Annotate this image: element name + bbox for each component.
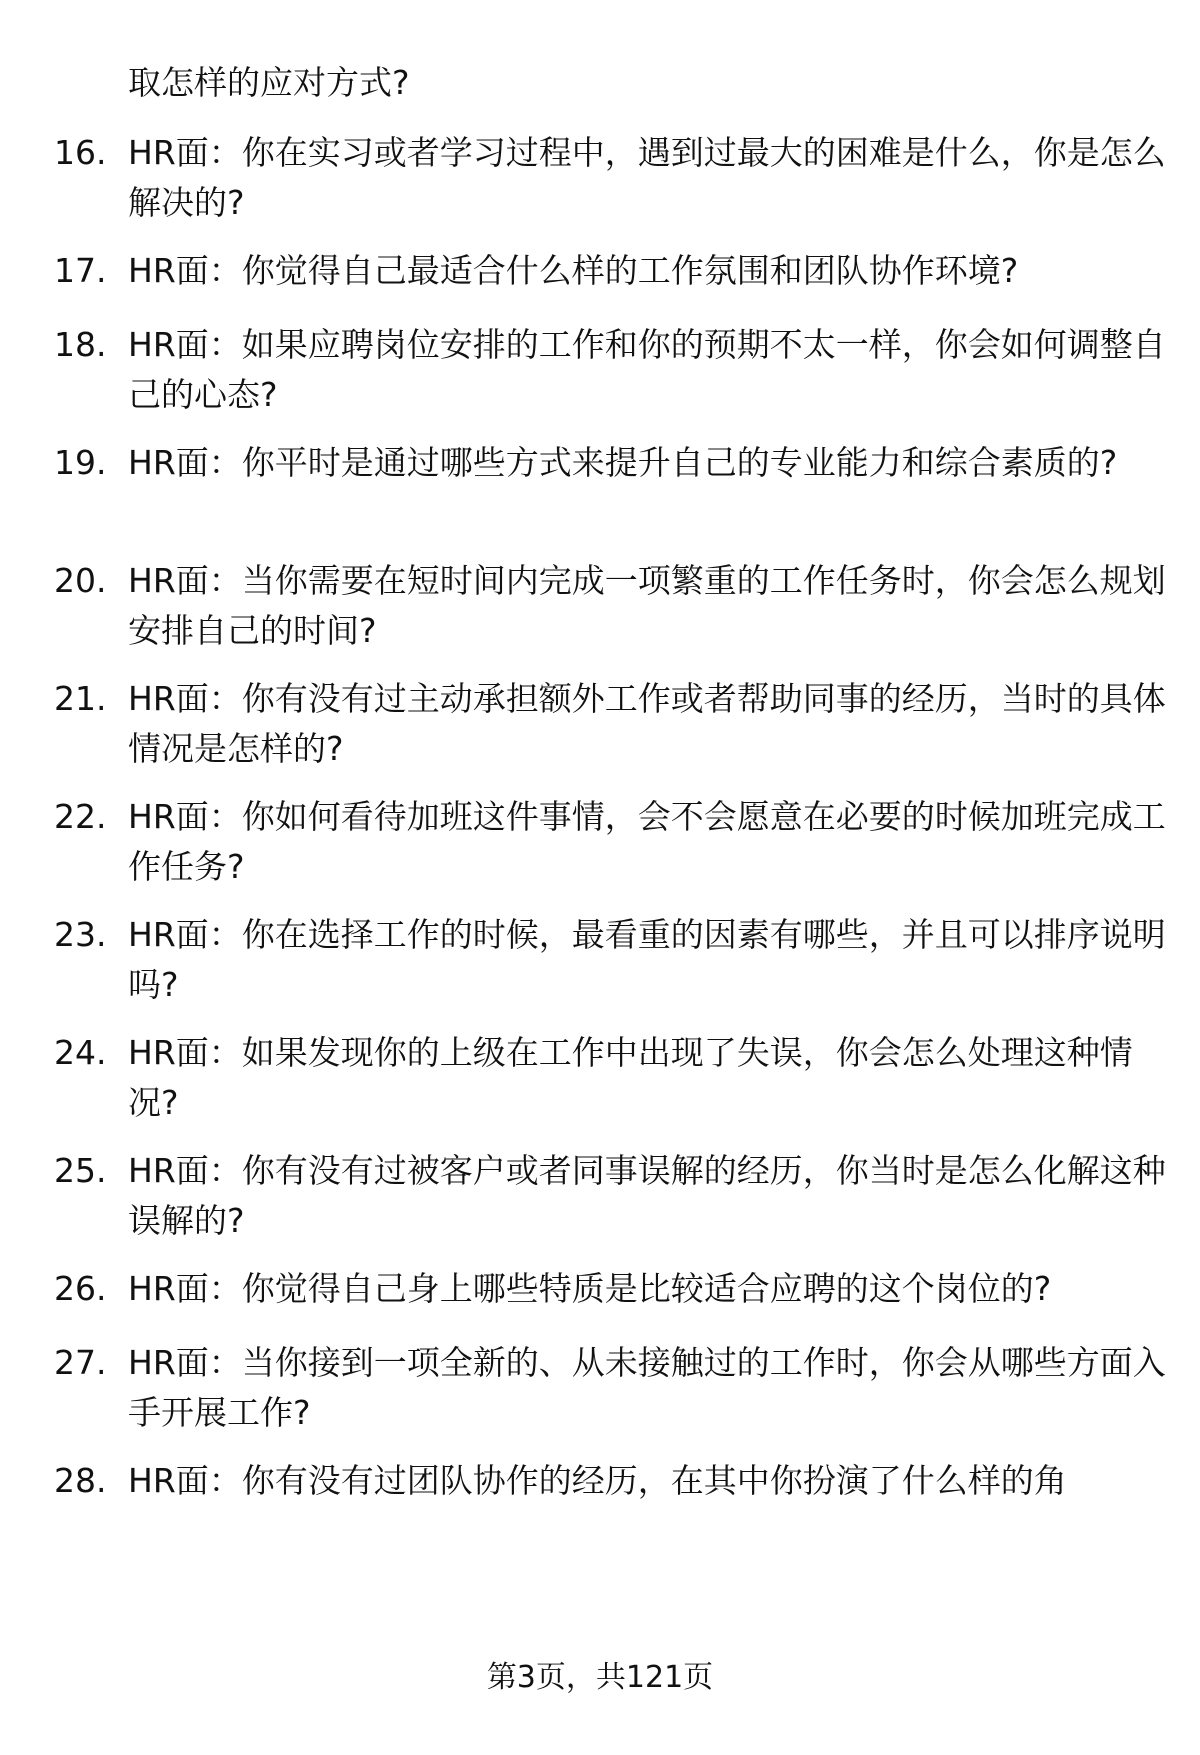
question-text: HR面：你有没有过主动承担额外工作或者帮助同事的经历，当时的具体情况是怎样的? (128, 679, 1166, 768)
question-text: HR面：当你接到一项全新的、从未接触过的工作时，你会从哪些方面入手开展工作? (128, 1343, 1166, 1432)
question-number: 18. (54, 325, 107, 364)
question-text: HR面：你有没有过被客户或者同事误解的经历，你当时是怎么化解这种误解的? (128, 1151, 1166, 1240)
question-text: HR面：你在选择工作的时候，最看重的因素有哪些，并且可以排序说明吗? (128, 915, 1166, 1004)
question-number: 16. (54, 133, 107, 172)
question-number: 21. (54, 679, 107, 718)
question-number: 26. (54, 1269, 107, 1308)
question-text: HR面：当你需要在短时间内完成一项繁重的工作任务时，你会怎么规划安排自己的时间? (128, 561, 1166, 650)
question-text: HR面：你觉得自己身上哪些特质是比较适合应聘的这个岗位的? (128, 1269, 1052, 1308)
question-number: 20. (54, 561, 107, 600)
question-text: HR面：你有没有过团队协作的经历，在其中你扮演了什么样的角 (128, 1461, 1067, 1500)
question-number: 22. (54, 797, 107, 836)
question-text: HR面：你平时是通过哪些方式来提升自己的专业能力和综合素质的? (128, 443, 1118, 482)
question-number: 23. (54, 915, 107, 954)
continued-question-text: 取怎样的应对方式? (128, 63, 410, 102)
question-text: HR面：你如何看待加班这件事情，会不会愿意在必要的时候加班完成工作任务? (128, 797, 1166, 886)
question-number: 24. (54, 1033, 107, 1072)
question-text: HR面：如果应聘岗位安排的工作和你的预期不太一样，你会如何调整自己的心态? (128, 325, 1166, 414)
question-number: 17. (54, 251, 107, 290)
question-number: 27. (54, 1343, 107, 1382)
question-text: HR面：你觉得自己最适合什么样的工作氛围和团队协作环境? (128, 251, 1019, 290)
question-number: 28. (54, 1461, 107, 1500)
question-number: 25. (54, 1151, 107, 1190)
page-footer: 第3页，共121页 (486, 1660, 714, 1695)
question-number: 19. (54, 443, 107, 482)
question-text: HR面：你在实习或者学习过程中，遇到过最大的困难是什么，你是怎么解决的? (128, 133, 1166, 222)
question-text: HR面：如果发现你的上级在工作中出现了失误，你会怎么处理这种情况? (128, 1033, 1133, 1122)
